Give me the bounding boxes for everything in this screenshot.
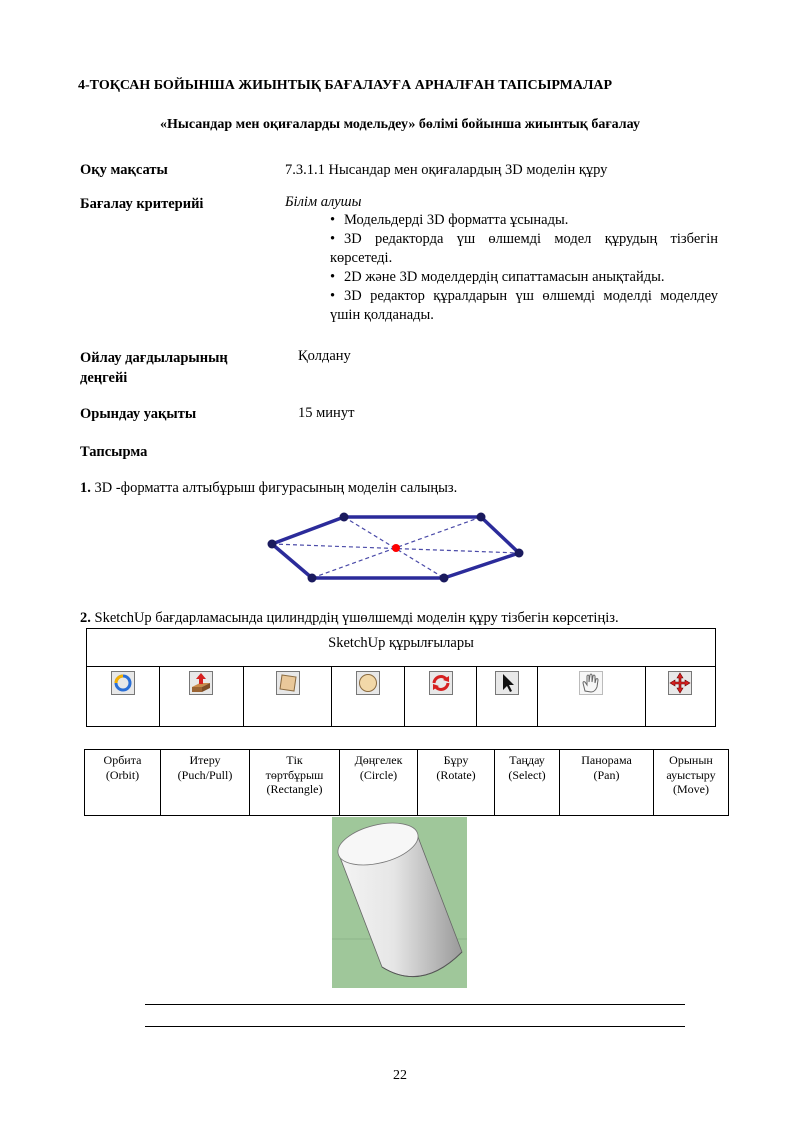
push-pull-name-cell: Итеру (Puch/Pull) bbox=[161, 750, 250, 816]
criteria-head: Білім алушы bbox=[285, 194, 362, 210]
criteria-item: • 3D редактор құралдарын үш өлшемді моделді моделдеу үшін қолданады. bbox=[330, 288, 718, 323]
criteria-label: Бағалау критерийі bbox=[80, 196, 204, 212]
objective-value: 7.3.1.1 Нысандар мен оқиғалардың 3D моделін құру bbox=[285, 162, 608, 178]
task-label: Тапсырма bbox=[80, 444, 148, 460]
rectangle-name-cell: Тік төртбұрыш (Rectangle) bbox=[250, 750, 340, 816]
thinking-value: Қолдану bbox=[298, 348, 351, 364]
tools-table-header: SketchUp құрылғылары bbox=[87, 629, 716, 667]
page-heading: 4-ТОҚСАН БОЙЫНША ЖИЫНТЫҚ БАҒАЛАУҒА АРНАЛҒАН ТАПСЫРМАЛАР bbox=[78, 78, 613, 93]
tools-table bbox=[86, 628, 716, 727]
objective-label: Оқу мақсаты bbox=[80, 162, 168, 178]
page-subheading: «Нысандар мен оқиғаларды модельдеу» бөлімі бойынша жиынтық бағалау bbox=[160, 117, 640, 132]
cylinder-image bbox=[332, 817, 467, 988]
answer-line bbox=[145, 1004, 685, 1005]
pan-icon[interactable] bbox=[579, 671, 603, 695]
criteria-item: • 2D және 3D моделдердің сипаттамасын анықтайды. bbox=[330, 269, 665, 285]
pan-tool-cell[interactable] bbox=[537, 667, 645, 727]
orbit-icon[interactable] bbox=[111, 671, 135, 695]
move-name-cell: Орынын ауыстыру (Move) bbox=[654, 750, 729, 816]
answer-line bbox=[145, 1026, 685, 1027]
page-number: 22 bbox=[393, 1068, 407, 1083]
rectangle-tool-cell[interactable] bbox=[243, 667, 332, 727]
task2-text: 2. SketchUp бағдарламасында цилиндрдің үшөлшемді моделін құру тізбегін көрсетіңіз. bbox=[80, 610, 619, 626]
move-tool-cell[interactable] bbox=[645, 667, 715, 727]
criteria-item: • Модельдерді 3D форматта ұсынады. bbox=[330, 212, 569, 228]
orbit-tool-cell[interactable] bbox=[87, 667, 160, 727]
rotate-name-cell: Бұру (Rotate) bbox=[418, 750, 495, 816]
select-icon[interactable] bbox=[495, 671, 519, 695]
thinking-label: Ойлау дағдыларының деңгейі bbox=[80, 350, 228, 386]
criteria-list bbox=[330, 211, 718, 325]
circle-tool-cell[interactable] bbox=[332, 667, 405, 727]
rotate-tool-cell[interactable] bbox=[405, 667, 477, 727]
push-pull-tool-cell[interactable] bbox=[159, 667, 243, 727]
orbit-name-cell: Орбита (Orbit) bbox=[85, 750, 161, 816]
task1-text: 1. 3D -форматта алтыбұрыш фигурасының моделін салыңыз. bbox=[80, 480, 458, 496]
select-name-cell: Таңдау (Select) bbox=[495, 750, 560, 816]
pan-name-cell: Панорама (Pan) bbox=[560, 750, 654, 816]
circle-name-cell: Дөңгелек (Circle) bbox=[340, 750, 418, 816]
rotate-icon[interactable] bbox=[429, 671, 453, 695]
move-icon[interactable] bbox=[668, 671, 692, 695]
rectangle-icon[interactable] bbox=[276, 671, 300, 695]
select-tool-cell[interactable] bbox=[477, 667, 537, 727]
hexagon-figure bbox=[262, 508, 532, 592]
criteria-item: • 3D редакторда үш өлшемді модел құрудың тізбегін көрсетеді. bbox=[330, 231, 718, 266]
tool-names-table bbox=[84, 749, 729, 816]
push-pull-icon[interactable] bbox=[189, 671, 213, 695]
circle-icon[interactable] bbox=[356, 671, 380, 695]
time-value: 15 минут bbox=[298, 405, 355, 421]
time-label: Орындау уақыты bbox=[80, 406, 197, 422]
